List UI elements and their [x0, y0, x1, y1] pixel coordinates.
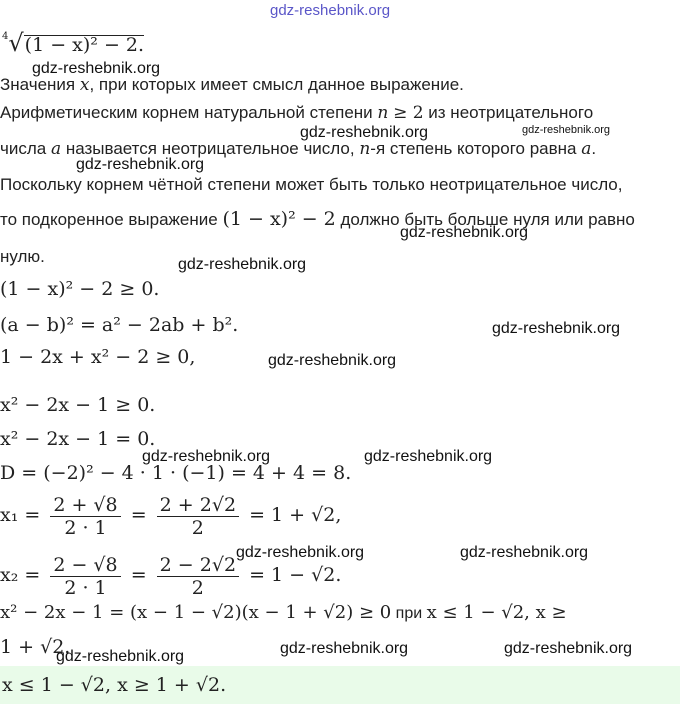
watermark: gdz-reshebnik.org	[364, 448, 493, 465]
watermark: gdz-reshebnik.org	[280, 640, 409, 657]
watermark: gdz-reshebnik.org	[178, 256, 307, 273]
fraction-x2-b: $\frac{2 - 2√2}{2}$	[157, 554, 239, 599]
watermark: gdz-reshebnik.org	[142, 448, 271, 465]
text-line-3: числа a называется неотрицательное число, n-я степень которого равна a.	[0, 139, 597, 159]
fraction-x2-a: $\frac{2 - √8}{2 \cdot 1}$	[50, 554, 120, 599]
watermark: gdz-reshebnik.org	[32, 60, 161, 77]
text-line-6: нулю.	[0, 247, 45, 266]
answer-text: x ≤ 1 − √2, x ≥ 1 + √2.	[2, 674, 227, 696]
math-line-6: D = (−2)² − 4 · 1 · (−1) = 4 + 4 = 8.	[0, 462, 352, 484]
math-line-10: 1 + √2.	[0, 636, 71, 658]
watermark: gdz-reshebnik.org	[492, 320, 621, 337]
text-line-4: Поскольку корнем чётной степени может быть только неотрицательное число,	[0, 175, 623, 194]
math-line-3: 1 − 2x + x² − 2 ≥ 0,	[0, 346, 196, 368]
root-expression: $^4$√(1 − x)² − 2.	[2, 29, 145, 57]
math-line-9: x² − 2x − 1 = (x − 1 − √2)(x − 1 + √2) ≥ 0 при x ≤ 1 − √2, x ≥	[0, 602, 567, 623]
fraction-x1-b: $\frac{2 + 2√2}{2}$	[157, 494, 239, 539]
watermark: gdz-reshebnik.org	[56, 648, 185, 665]
text-line-1: Значения x, при которых имеет смысл данное выражение.	[0, 75, 464, 95]
root-index: 4	[2, 31, 9, 42]
watermark: gdz-reshebnik.org	[504, 640, 633, 657]
fraction-x1-a: $\frac{2 + √8}{2 \cdot 1}$	[50, 494, 120, 539]
math-line-2: (a − b)² = a² − 2ab + b².	[0, 314, 239, 336]
watermark: gdz-reshebnik.org	[300, 124, 429, 141]
watermark: gdz-reshebnik.org	[76, 156, 205, 173]
watermark-top: gdz-reshebnik.org	[270, 2, 391, 19]
math-line-1: (1 − x)² − 2 ≥ 0.	[0, 278, 160, 300]
math-line-5: x² − 2x − 1 = 0.	[0, 428, 156, 450]
answer-box	[0, 666, 680, 704]
watermark: gdz-reshebnik.org	[460, 544, 589, 561]
text-line-5: то подкоренное выражение (1 − x)² − 2 должно быть больше нуля или равно	[0, 208, 635, 230]
root-x1-line: x₁ = $\frac{2 + √8}{2 \cdot 1}$ = $\frac{2 + 2√2}{2}$ = 1 + √2,	[0, 493, 342, 539]
text-line-2: Арифметическим корнем натуральной степени n ≥ 2 из неотрицательного	[0, 103, 594, 123]
watermark: gdz-reshebnik.org	[268, 352, 397, 369]
math-line-4: x² − 2x − 1 ≥ 0.	[0, 394, 156, 416]
root-radicand: (1 − x)² − 2.	[24, 34, 145, 56]
watermark: gdz-reshebnik.org	[400, 224, 529, 241]
watermark: gdz-reshebnik.org	[522, 124, 611, 136]
root-x2-line: x₂ = $\frac{2 - √8}{2 \cdot 1}$ = $\frac{2 - 2√2}{2}$ = 1 − √2.	[0, 553, 342, 599]
watermark: gdz-reshebnik.org	[236, 544, 365, 561]
